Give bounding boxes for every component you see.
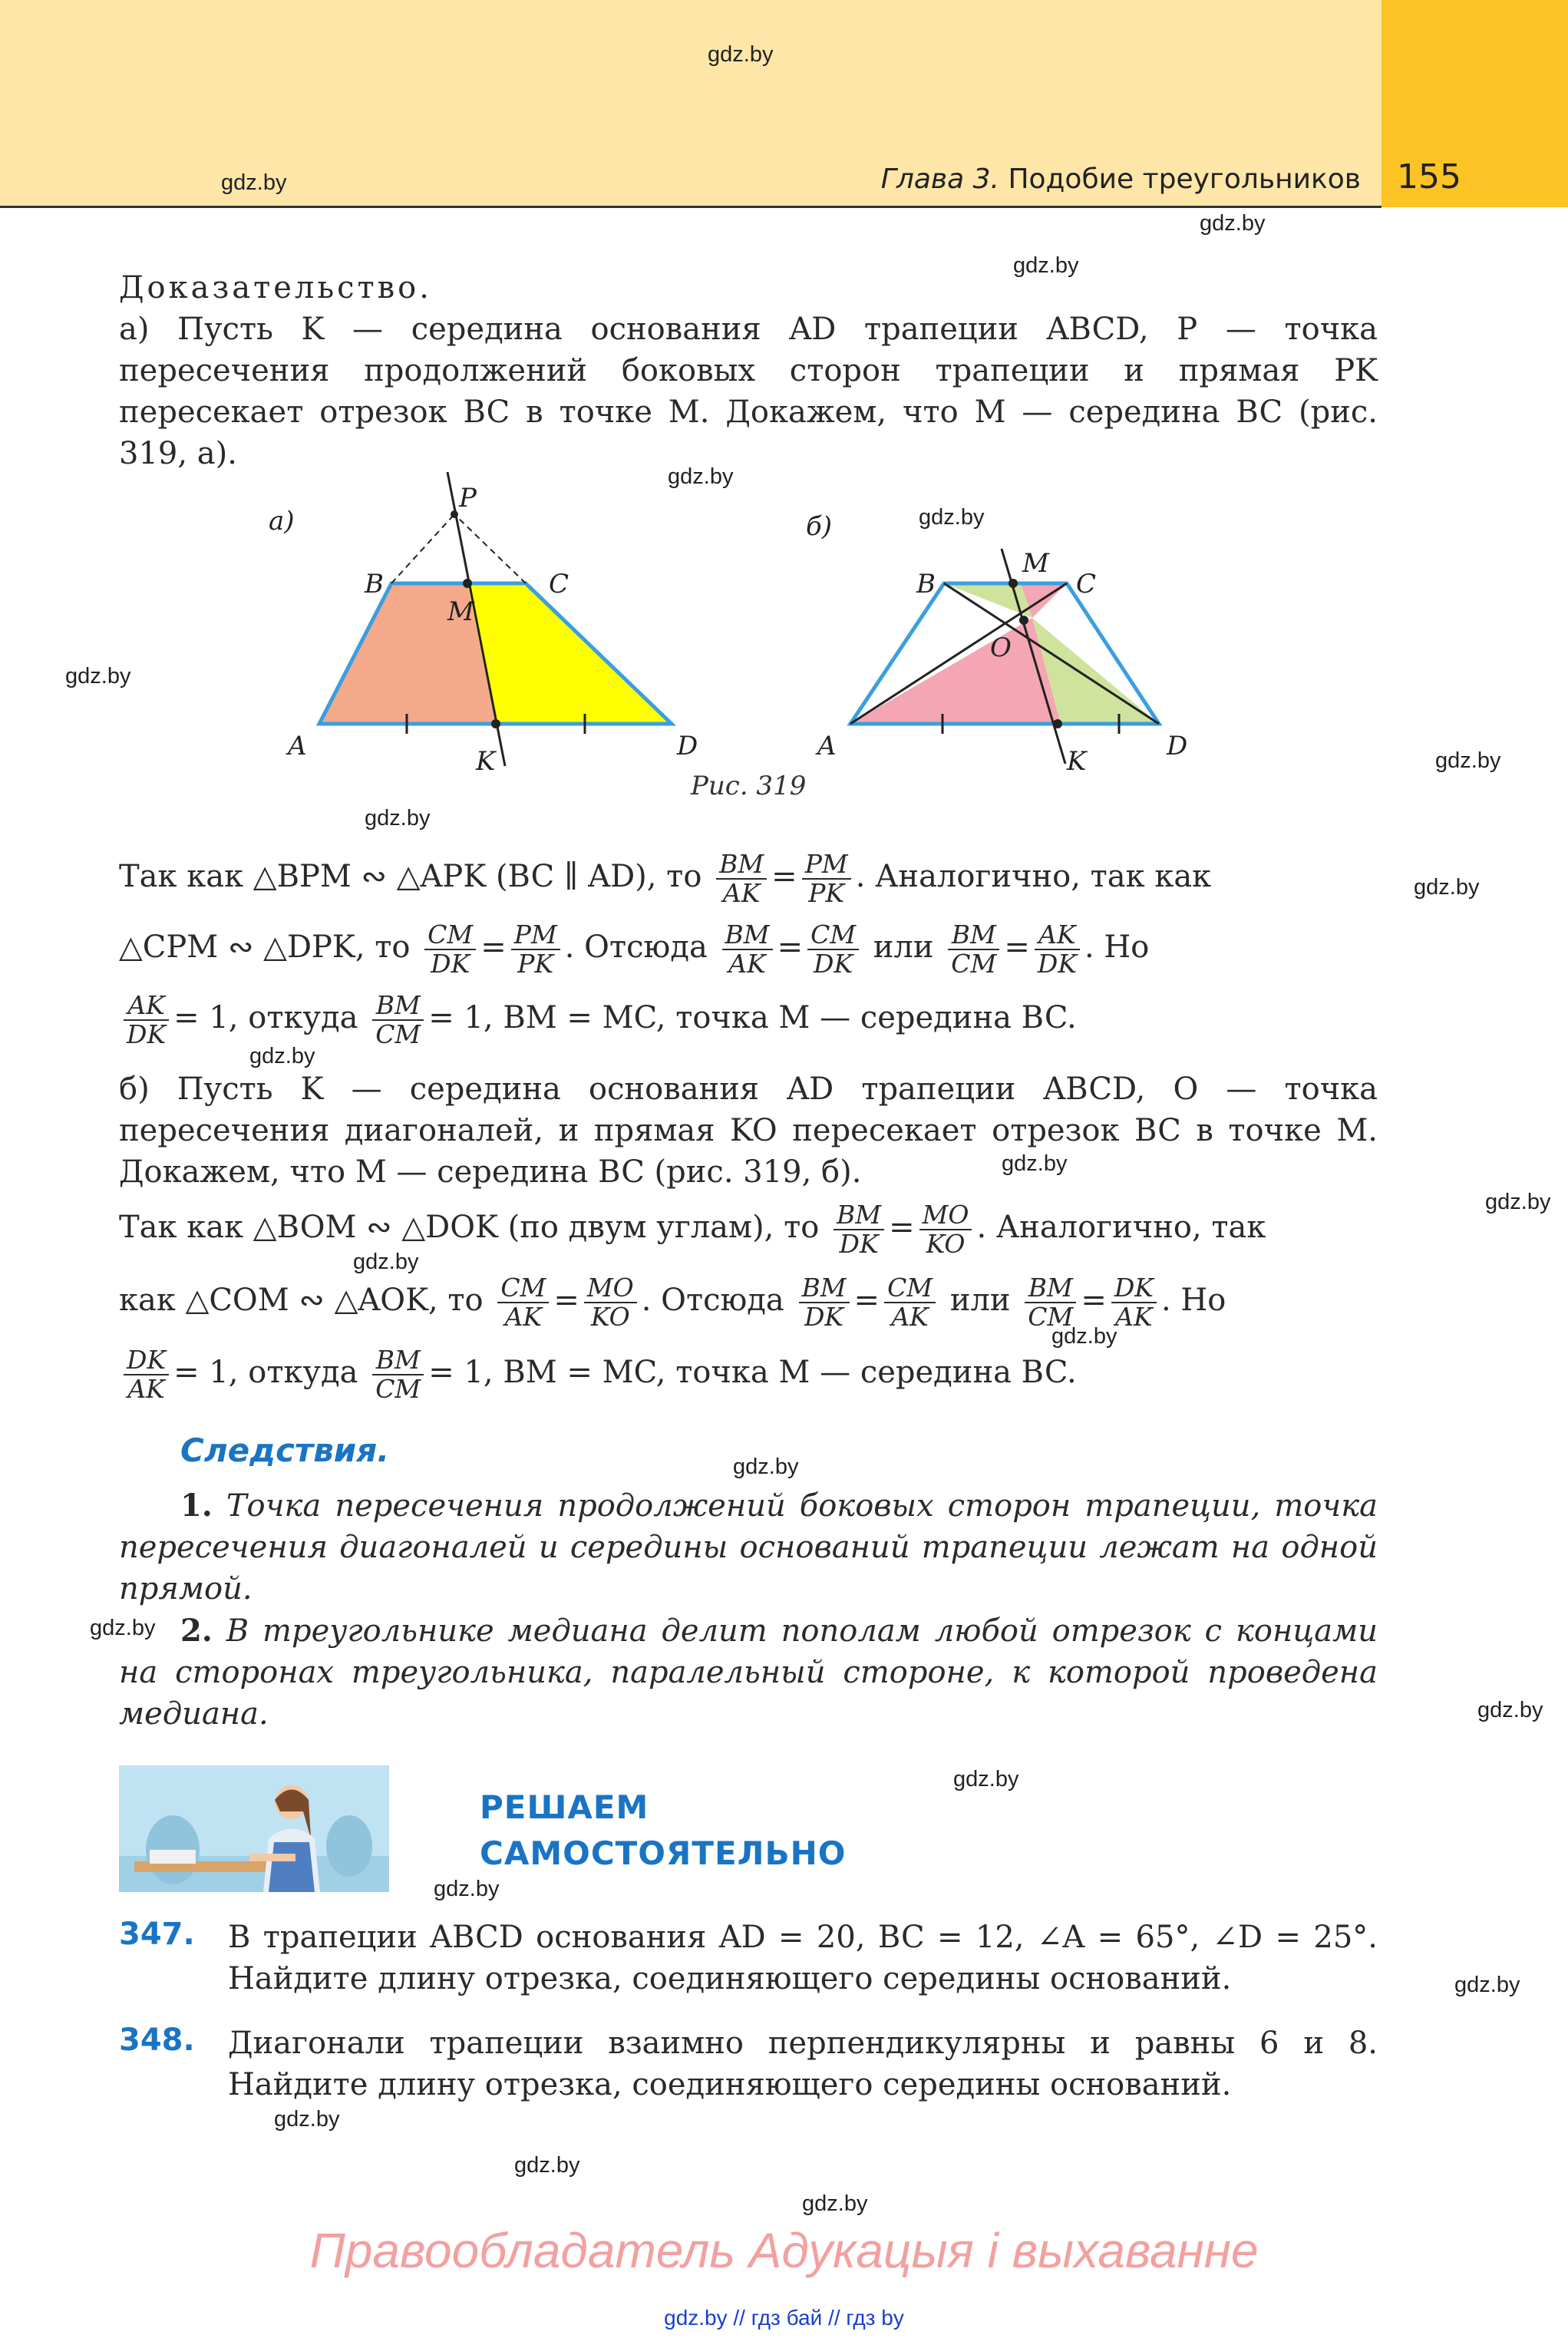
consequence-2: 2. В треугольнике медиана делит пополам любой отрезок с концами на сторонах треугольника, паралельный стороне, к которой проведена медиана. [119, 1613, 1378, 1732]
watermark: gdz.by [353, 1250, 419, 1274]
part-a-proof-line2: △CPM ∾ △DPK, то $\frac{CM}{DK}$ = $\frac{PM}{PK}$ . Отсюда $\frac{BM}{AK}$ = $\frac{CM}{DK}$ или $\frac{BM}{CM}$ = $\frac{AK}{DK}$ . Но [119, 920, 1150, 979]
part-a-proof-line1: Так как △BPM ∾ △APK (BC ∥ AD), то $\frac{BM}{AK}$ = $\frac{PM}{PK}$ . Аналогично, так как [119, 849, 1212, 908]
watermark: gdz.by [953, 1767, 1019, 1791]
label-O: O [990, 632, 1012, 663]
label-C-a: C [549, 569, 569, 599]
part-b-proof-line1: Так как △BOM ∾ △DOK (по двум углам), то $\frac{BM}{DK}$ = $\frac{MO}{KO}$ . Аналогично, так [119, 1200, 1266, 1259]
figure-caption: Рис. 319 [691, 771, 807, 801]
watermark: gdz.by [365, 806, 431, 831]
watermark: gdz.by [1435, 748, 1501, 773]
watermark: gdz.by [514, 2153, 580, 2178]
watermark: gdz.by [919, 505, 985, 530]
watermark: gdz.by [65, 664, 131, 689]
problem-348-number: 348. [119, 2023, 195, 2058]
ext-line-b [391, 514, 454, 583]
point-M-b [1008, 579, 1018, 588]
part-b-proof-line2: как △COM ∾ △AOK, то $\frac{CM}{AK}$ = $\frac{MO}{KO}$ . Отсюда $\frac{BM}{DK}$ = $\frac{CM}{AK}$ или $\frac{BM}{CM}$ = $\frac{DK}{AK}$ . Но [119, 1273, 1226, 1332]
watermark: gdz.by [1002, 1151, 1068, 1176]
label-C-b: C [1076, 569, 1097, 599]
watermark: gdz.by [1485, 1190, 1551, 1214]
watermark: gdz.by [1454, 1973, 1520, 1997]
watermark: gdz.by [1200, 211, 1266, 236]
label-M-b: M [1022, 548, 1049, 579]
point-O [1019, 616, 1028, 625]
proof-title: Доказательство. [119, 270, 432, 305]
part-a-intro: а) Пусть K — середина основания AD трапеции ABCD, P — точка пересечения продолжений боковых сторон трапеции и прямая PK пересекает отрезок BC в точке M. Докажем, что M — середина BC (рис. 319, а). [119, 312, 1378, 471]
label-P: P [459, 483, 477, 514]
label-M-a: M [447, 596, 474, 627]
problem-347-number: 347. [119, 1917, 195, 1952]
label-B-b: B [916, 569, 936, 599]
watermark: gdz.by [249, 1044, 315, 1068]
watermark: gdz.by [1477, 1698, 1543, 1722]
label-D-b: D [1167, 731, 1188, 761]
point-P [451, 510, 458, 518]
part-b-proof-line3: $\frac{DK}{AK}$ = 1, откуда $\frac{BM}{CM}$ = 1, BM = MC, точка M — середина BC. [119, 1346, 1378, 1403]
watermark: gdz.by [668, 464, 734, 489]
problem-348-text: Диагонали трапеции взаимно перпендикулярны и равны 6 и 8. Найдите длину отрезка, соединяющего середины оснований. [228, 2026, 1378, 2102]
point-K-a [491, 719, 500, 728]
watermark: gdz.by [221, 170, 287, 195]
watermark: gdz.by [708, 42, 774, 67]
point-M-a [463, 579, 472, 588]
solve-title-line2: САМОСТОЯТЕЛЬНО [480, 1834, 847, 1872]
watermark: gdz.by [1414, 875, 1480, 900]
students-illustration [119, 1765, 389, 1892]
part-a-proof-line3: $\frac{AK}{DK}$ = 1, откуда $\frac{BM}{CM}$ = 1, BM = MC, точка M — середина BC. [119, 992, 1378, 1048]
consequence-1: 1. Точка пересечения продолжений боковых сторон трапеции, точка пересечения диагоналей и середины оснований трапеции лежат на одной прямой. [119, 1488, 1378, 1607]
figure-319 [253, 461, 1274, 801]
header-rule [0, 206, 1381, 208]
label-a: а) [269, 506, 295, 537]
label-A-a: A [288, 731, 307, 761]
watermark: gdz.by [274, 2107, 340, 2132]
watermark: gdz.by [1051, 1324, 1117, 1349]
ext-line-c [454, 514, 526, 583]
point-K-b [1053, 719, 1062, 728]
label-K-a: K [476, 746, 496, 777]
solve-title-line1: РЕШАЕМ [480, 1788, 649, 1826]
copyright: Правообладатель Адукацыя і выхаванне [309, 2223, 1259, 2278]
watermark: gdz.by [90, 1616, 156, 1640]
label-A-b: A [817, 731, 837, 761]
watermark: gdz.by [434, 1877, 500, 1901]
label-D-a: D [677, 731, 698, 761]
watermark: gdz.by [733, 1455, 799, 1479]
label-B-a: B [365, 569, 384, 599]
consequences-title: Следствия. [180, 1432, 390, 1469]
chapter-title: Глава 3. Подобие треугольников [880, 163, 1361, 195]
label-K-b: K [1067, 746, 1087, 777]
problem-347-text: В трапеции ABCD основания AD = 20, BC = 12, ∠A = 65°, ∠D = 25°. Найдите длину отрезка, соединяющего середины оснований. [228, 1920, 1378, 1996]
bottom-links[interactable]: gdz.by // гдз бай // гдз by [664, 2306, 904, 2330]
trapezoid-a-right [467, 583, 672, 724]
part-b-intro: б) Пусть K — середина основания AD трапеции ABCD, O — точка пересечения диагоналей, и прямая KO пересекает отрезок BC в точке M. Докажем, что M — середина BC (рис. 319, б). [119, 1072, 1378, 1190]
label-b: б) [806, 511, 833, 542]
watermark: gdz.by [802, 2191, 868, 2216]
page-number: 155 [1397, 157, 1461, 196]
watermark: gdz.by [1013, 253, 1079, 278]
